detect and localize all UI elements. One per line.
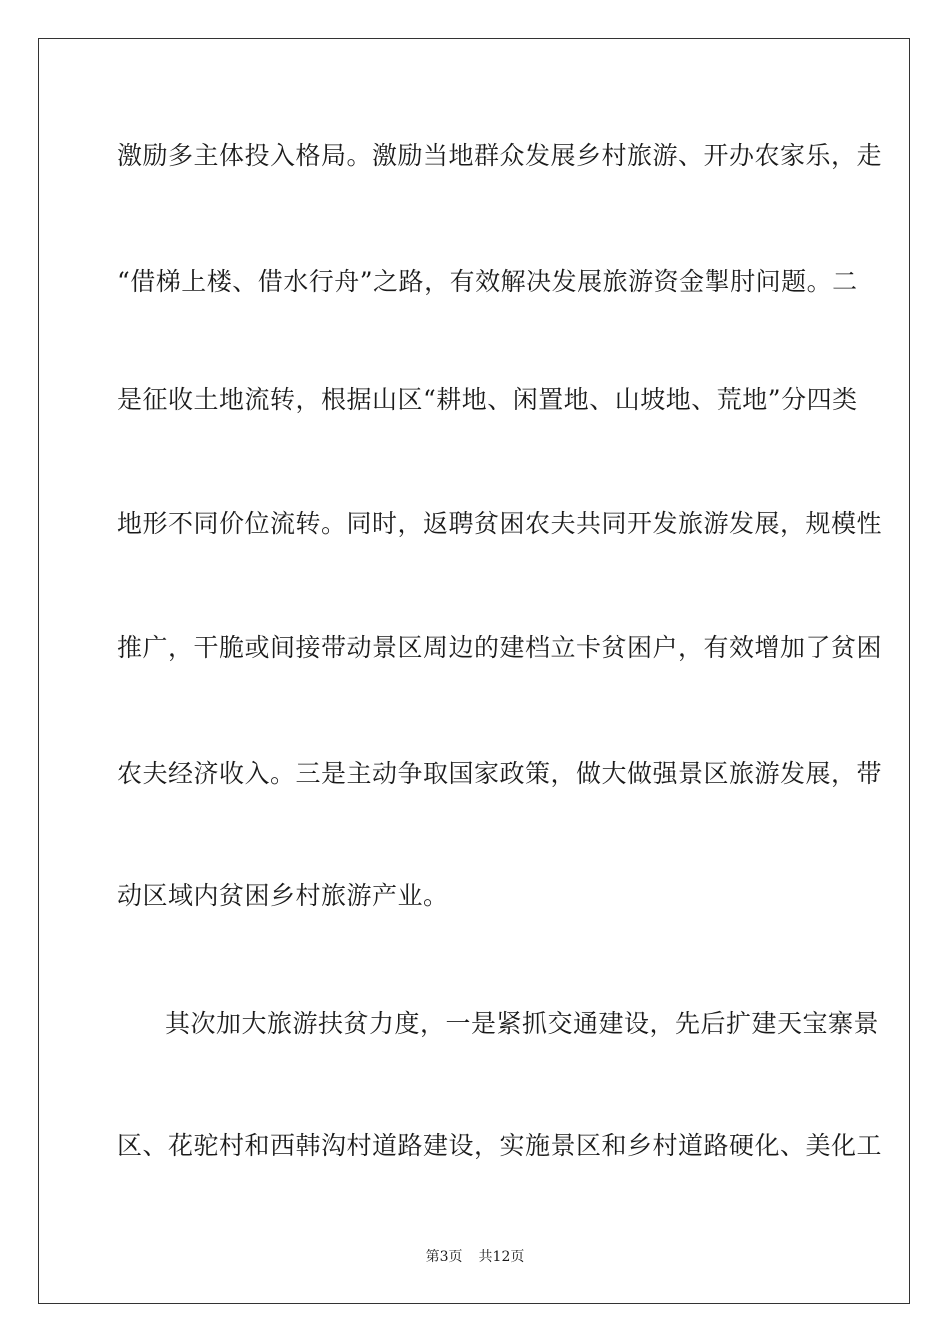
- paragraph-line: “借梯上楼、借水行舟”之路，有效解决发展旅游资金掣肘问题。二: [117, 267, 858, 296]
- paragraph-line: 其次加大旅游扶贫力度，一是紧抓交通建设，先后扩建天宝寨景: [165, 1009, 880, 1038]
- page-border: [38, 38, 910, 1304]
- page-footer: [0, 1248, 950, 1266]
- paragraph-line: 激励多主体投入格局。激励当地群众发展乡村旅游、开办农家乐，走: [117, 141, 883, 170]
- paragraph-line: 地形不同价位流转。同时，返聘贫困农夫共同开发旅游发展，规模性: [117, 509, 883, 538]
- page-total: 共12页: [478, 1249, 525, 1265]
- paragraph-line: 区、花驼村和西韩沟村道路建设，实施景区和乡村道路硬化、美化工: [117, 1131, 883, 1160]
- paragraph-line: 农夫经济收入。三是主动争取国家政策，做大做强景区旅游发展，带: [117, 759, 883, 788]
- paragraph-line: 动区域内贫困乡村旅游产业。: [117, 881, 449, 910]
- page-number: 第3页: [425, 1249, 463, 1265]
- paragraph-line: 是征收土地流转，根据山区“耕地、闲置地、山坡地、荒地”分四类: [117, 385, 858, 414]
- paragraph-line: 推广，干脆或间接带动景区周边的建档立卡贫困户，有效增加了贫困: [117, 633, 883, 662]
